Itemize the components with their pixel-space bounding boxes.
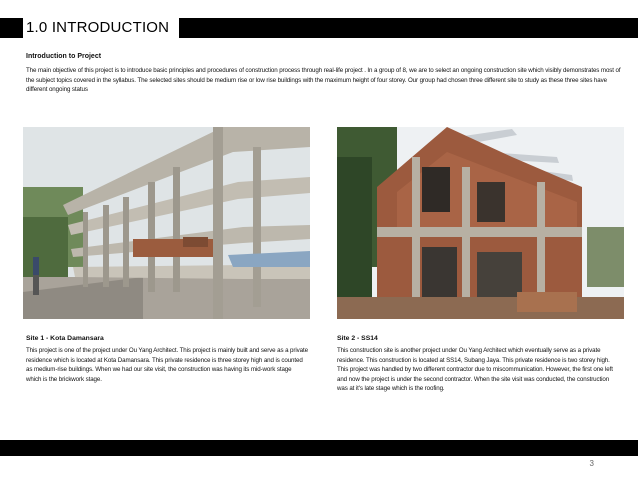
footer-bar bbox=[0, 440, 638, 456]
page-title: 1.0 INTRODUCTION bbox=[23, 18, 175, 38]
intro-heading: Introduction to Project bbox=[26, 53, 102, 60]
page-number: 3 bbox=[589, 459, 594, 468]
site-1-photo bbox=[23, 127, 310, 319]
site-2-description: This construction site is another project under Ou Yang Architect which eventually serve as a private residence. This construction is located at SS14, Subang Jaya. This private residence is two storey high. This project was handled by two different contractor due to miscommunication. However, the first one left and now the project is under the second contractor. When the site visit was conducted, the construction was at it's late stage which is the roofing. bbox=[337, 347, 613, 392]
site-1-title: Site 1 - Kota Damansara bbox=[26, 335, 104, 342]
title-separator bbox=[175, 18, 179, 38]
site-2-photo bbox=[337, 127, 624, 319]
site-2-title: Site 2 - SS14 bbox=[337, 335, 378, 342]
intro-paragraph: The main objective of this project is to introduce basic principles and procedures of construction process through real-life project . In a group of 8, we are to select an ongoing construction site which visibly demonstrates most of the subject topics covered in the syllabus. The selected sites should be medium rise or low rise buildings with the maximum height of four storey. Our group had chosen three different site to study as these three sites have different ongoing status bbox=[26, 67, 621, 94]
site-1-description: This project is one of the project under Ou Yang Architect. This project is mainly built and serve as a private residence which is located at Kota Damansara. This private residence is three storey high and is counted as medium-rise buildings. When we had our site visit, the construction was having its mid-work stage which is the brickwork stage. bbox=[26, 347, 308, 383]
